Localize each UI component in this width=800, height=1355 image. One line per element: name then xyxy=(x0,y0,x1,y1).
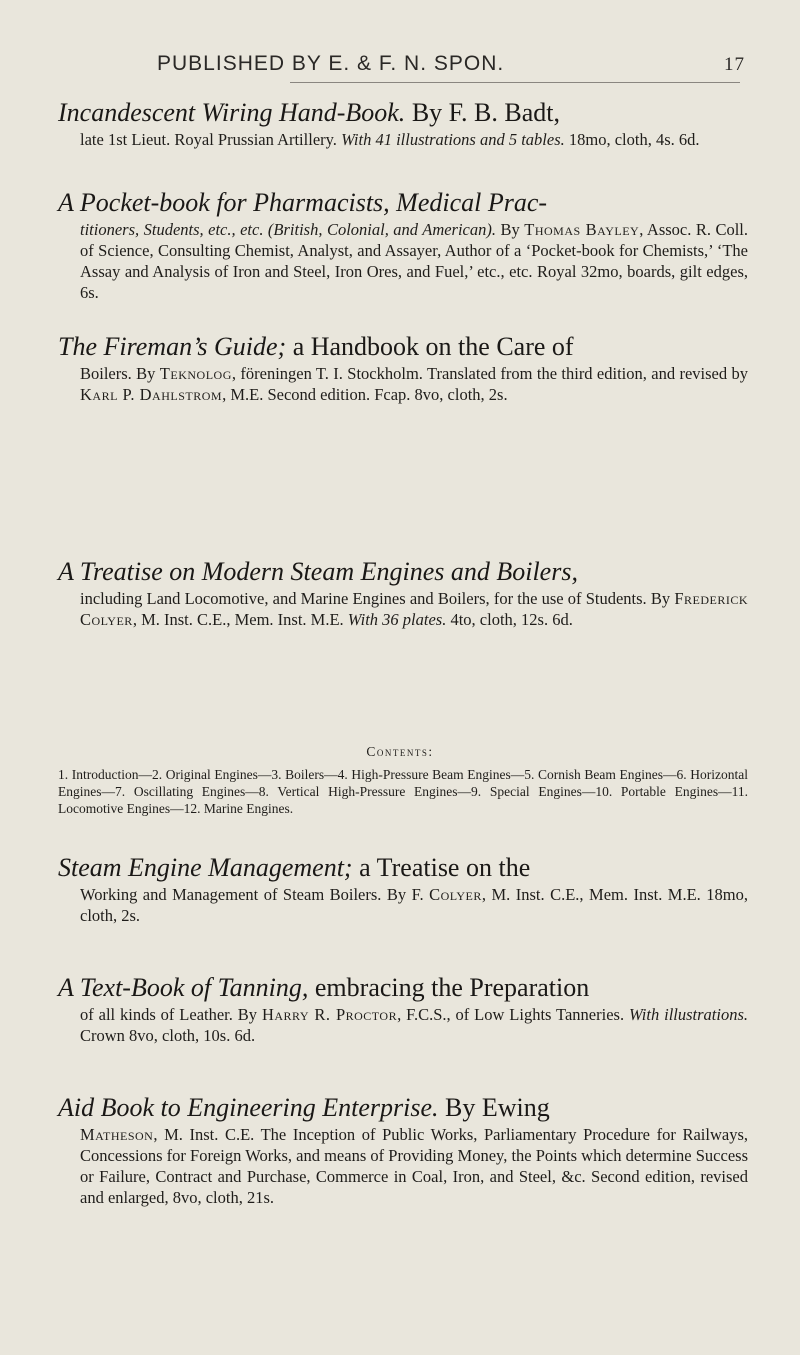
entry-description: of all kinds of Leather. By Harry R. Proctor, F.C.S., of Low Lights Tanneries. With illustrations. Crown 8vo, cloth, 10s. 6d. xyxy=(80,1005,749,1045)
entry-description: Matheson, M. Inst. C.E. The Inception of Public Works, Parliamentary Procedure for Railways, Concessions for Foreign Works, and means of Providing Money, the Points which determine Success or Failure, Contract and Purchase, Commerce in Coal, Iron, and Steel, &c. Second edition, revised and enlarged, 8vo, cloth, 21s. xyxy=(80,1125,748,1207)
header-title: PUBLISHED BY E. & F. N. SPON. xyxy=(157,52,505,75)
entry-description: including Land Locomotive, and Marine Engines and Boilers, for the use of Students. By Frederick Colyer, M. Inst. C.E., Mem. Inst. M.E. With 36 plates. 4to, cloth, 12s. 6d. xyxy=(80,589,748,629)
entry-description: Working and Management of Steam Boilers. By F. Colyer, M. Inst. C.E., Mem. Inst. M.E. 18mo, cloth, 2s. xyxy=(80,885,748,925)
entry-title: Steam Engine Management; a Treatise on the xyxy=(58,853,531,882)
entry-title: A Treatise on Modern Steam Engines and Boilers, xyxy=(58,557,578,586)
entry-title: Aid Book to Engineering Enterprise. By Ewing xyxy=(58,1093,550,1122)
page-number: 17 xyxy=(724,54,745,75)
catalogue-entry xyxy=(58,187,748,303)
author-name: Matheson xyxy=(80,1125,154,1144)
entry-title: Incandescent Wiring Hand-Book. By F. B. Badt, xyxy=(58,98,560,127)
catalogue-entry xyxy=(58,331,748,405)
catalogue-entry xyxy=(58,556,748,630)
contents-list: 1. Introduction—2. Original Engines—3. Boilers—4. High-Pressure Beam Engines—5. Cornish Beam Engines—6. Horizontal Engines—7. Oscillating Engines—8. Vertical High-Pressure Engines—9. Special Engines—10. Portable Engines—11. Locomotive Engines—12. Marine Engines. xyxy=(58,767,748,816)
header-rule xyxy=(290,82,740,83)
contents-heading: Contents: xyxy=(366,744,434,759)
entry-description: titioners, Students, etc., etc. (British, Colonial, and American). By Thomas Bayley, Assoc. R. Coll. of Science, Consulting Chemist, Analyst, and Assayer, Author of a ‘Pocket-book for Chemists,’ ‘The Assay and Analysis of Iron and Steel, Iron Ores, and Fuel,’ etc., etc. Royal 32mo, boards, gilt edges, 6s. xyxy=(80,220,748,302)
entry-description: late 1st Lieut. Royal Prussian Artillery. With 41 illustrations and 5 tables. 18mo, cloth, 4s. 6d. xyxy=(80,130,700,149)
author-name: Harry R. Proctor xyxy=(261,1005,398,1024)
catalogue-entry xyxy=(58,972,748,1046)
catalogue-entry xyxy=(58,97,748,150)
translator-name: Karl P. Dahlstrom xyxy=(80,385,223,404)
catalogue-entry xyxy=(58,852,748,926)
running-header xyxy=(95,52,745,76)
entry-title: A Pocket-book for Pharmacists, Medical Prac- xyxy=(58,188,548,217)
entry-description: Boilers. By Teknolog, föreningen T. I. Stockholm. Translated from the third edition, and revised by Karl P. Dahlstrom, M.E. Second edition. Fcap. 8vo, cloth, 2s. xyxy=(80,364,748,404)
entry-title: The Fireman’s Guide; a Handbook on the Care of xyxy=(58,332,574,361)
author-name: Teknolog xyxy=(159,364,232,383)
author-name: Thomas Bayley xyxy=(524,220,640,239)
entry-title: A Text-Book of Tanning, embracing the Preparation xyxy=(58,973,590,1002)
author-name: Frederick Colyer xyxy=(80,589,748,629)
catalogue-entry xyxy=(58,1092,748,1208)
author-name: Colyer xyxy=(429,885,482,904)
